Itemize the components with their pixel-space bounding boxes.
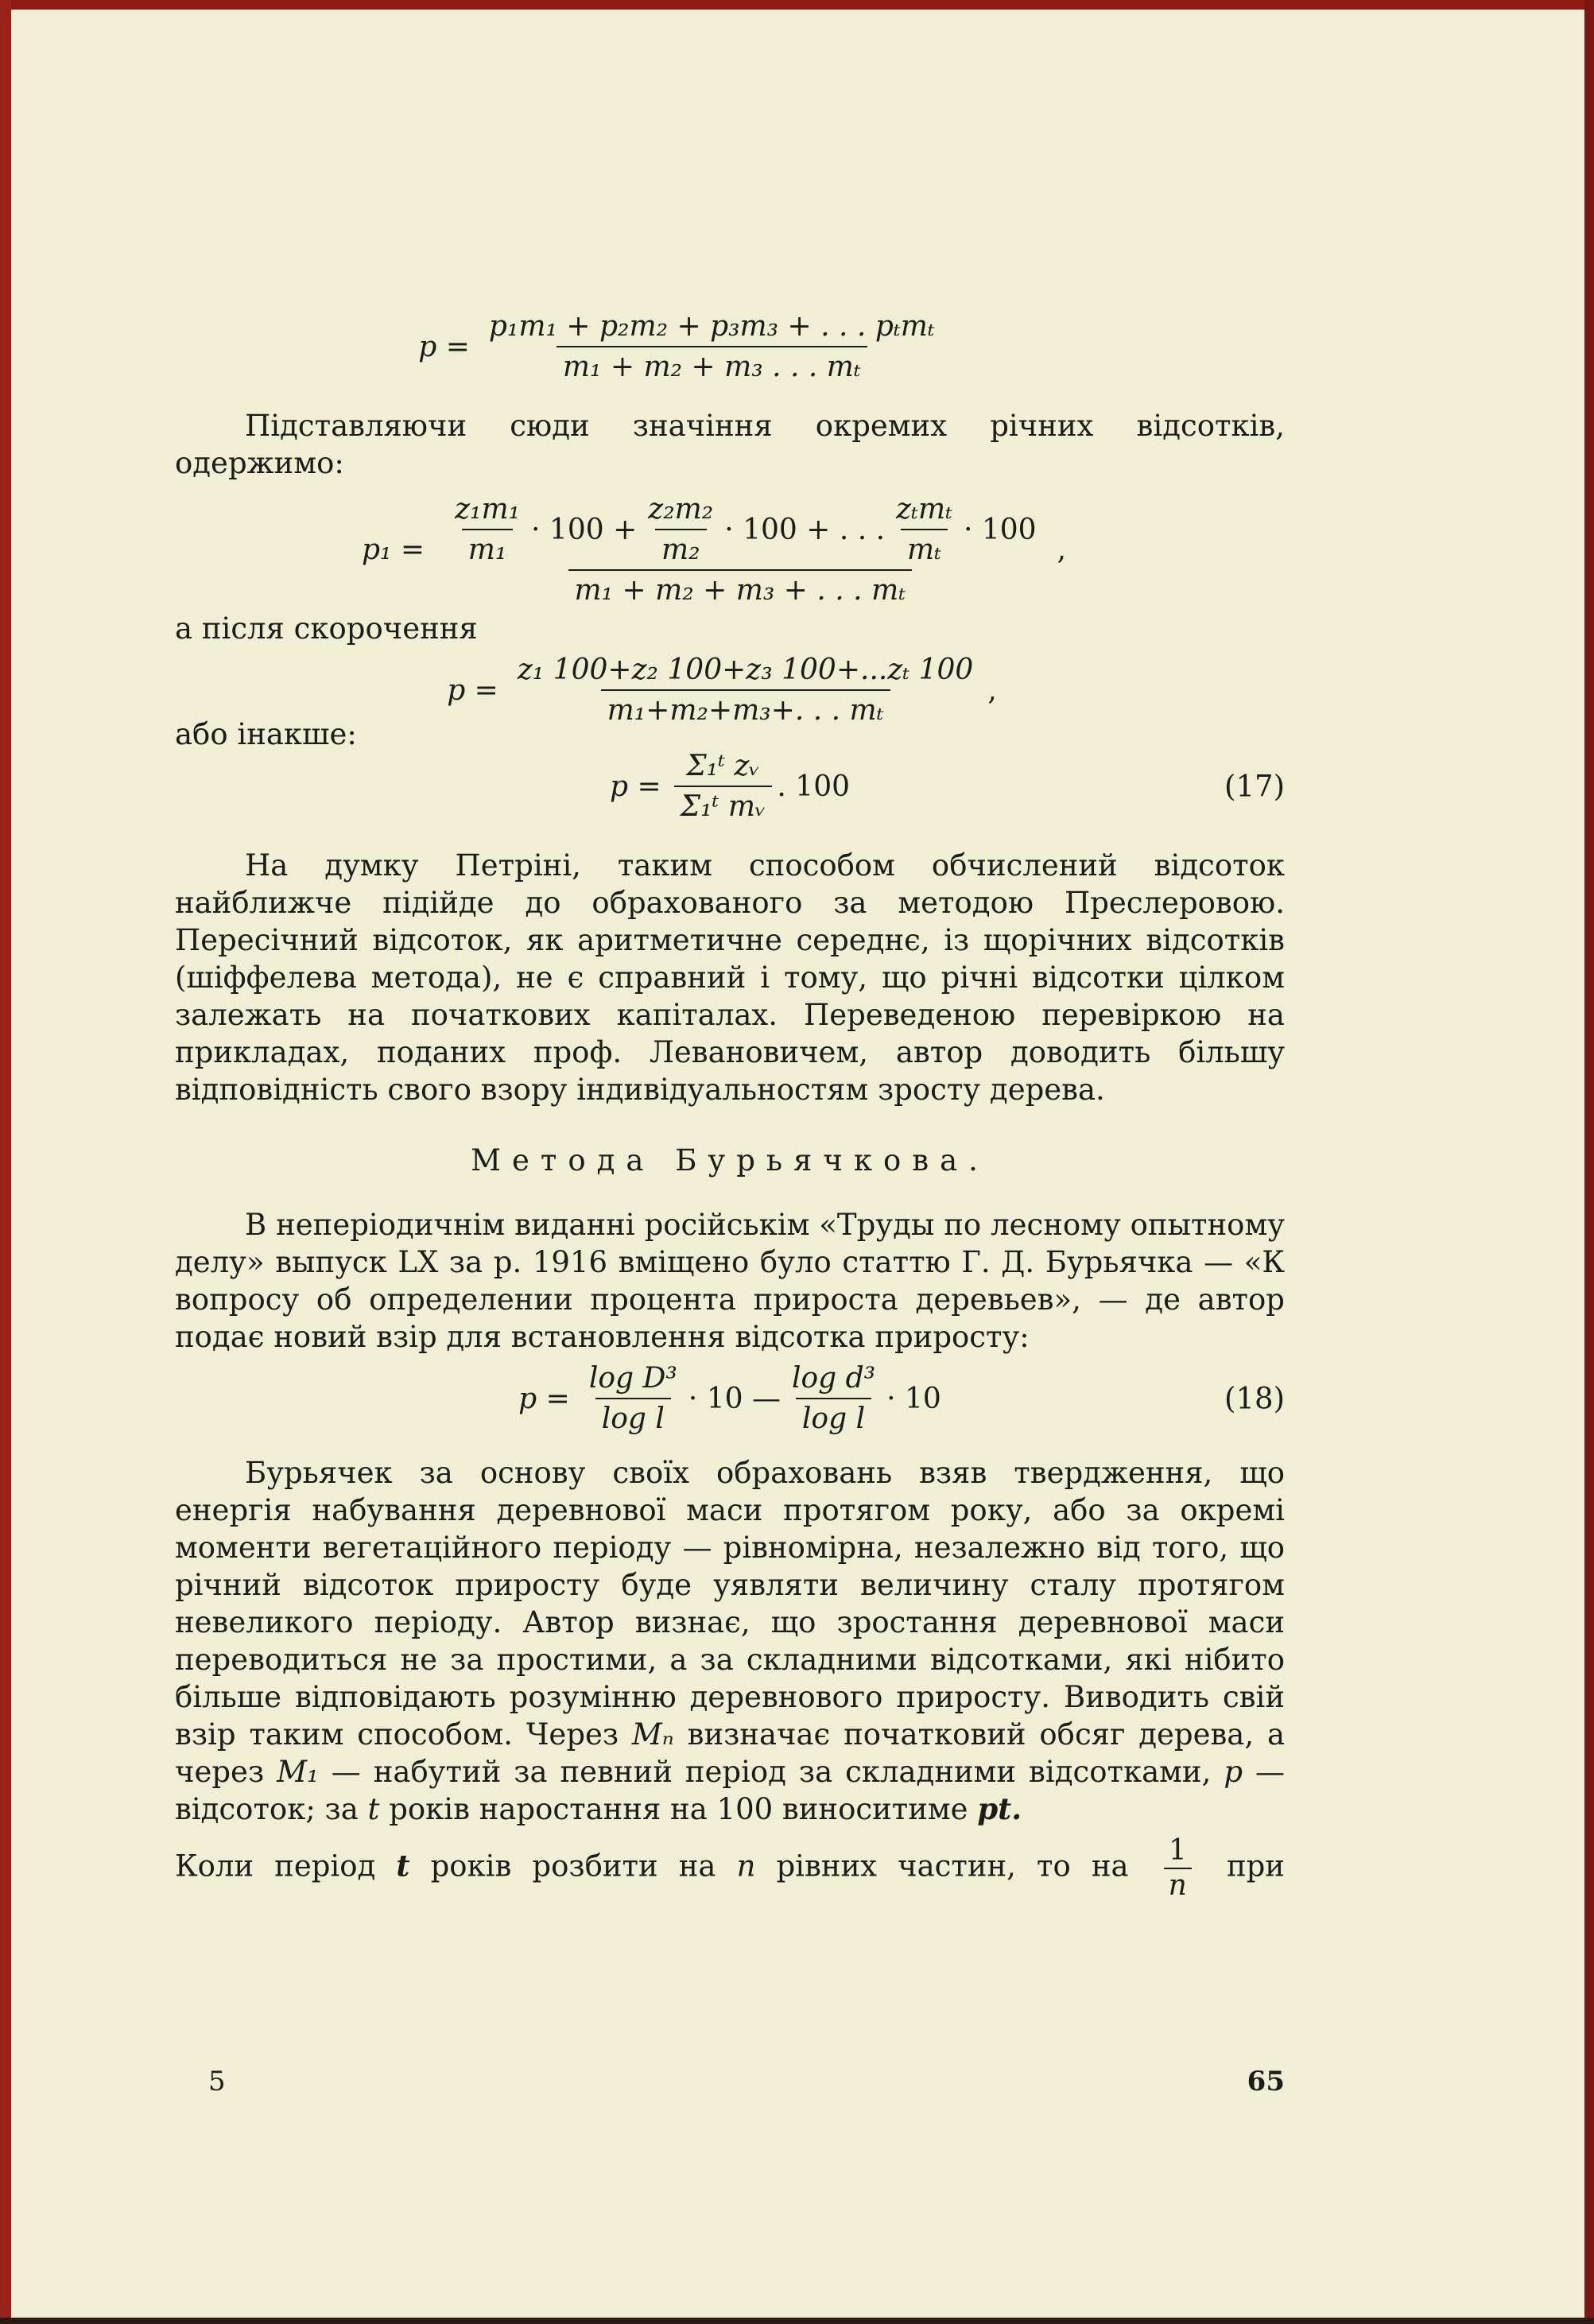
formula-18 <box>175 1362 1285 1435</box>
symbol-p: p <box>1224 1755 1243 1789</box>
formula-3-denominator: m₁+m₂+m₃+. . . mₜ <box>601 689 890 727</box>
p7-part-c: рівних частин, то на <box>776 1849 1129 1884</box>
p7-part-b: років розбити на <box>430 1849 716 1884</box>
fraction-one-over-n <box>1164 1834 1192 1903</box>
equation-number-17: (17) <box>1224 769 1285 804</box>
formula-18-numerator-1: log D³ <box>588 1362 677 1395</box>
formula-17 <box>175 750 1285 823</box>
formula-1-numerator: p₁m₁ + p₂m₂ + p₃m₃ + . . . pₜmₜ <box>488 310 935 343</box>
formula-17-fraction <box>674 750 773 823</box>
formula-17-numerator: Σ₁ᵗ zᵥ <box>686 750 760 782</box>
formula-2 <box>143 493 1285 607</box>
paragraph-buryachkov-article: В неперіодичнім виданні російськім «Труды по лесному опытному делу» выпуск LX за р. 1916 вміщено було статтю Г. Д. Бурьячка — «К вопросу об определении процента прироста деревьев», — де автор подає новий взір для встановлення відсотка приросту: <box>175 1208 1285 1354</box>
page-edge-top <box>0 0 1594 10</box>
formula-3-tail: , <box>987 673 997 707</box>
formula-2-term-3-den: mₜ <box>901 529 948 566</box>
symbol-M1: M₁ <box>277 1755 319 1789</box>
formula-17-suffix: . 100 <box>777 770 851 803</box>
page-edge-right <box>1584 0 1594 2324</box>
formula-2-denominator: m₁ + m₂ + m₃ + . . . mₜ <box>568 569 913 607</box>
paragraph-otherwise: або інакше: <box>175 717 357 751</box>
formula-3-numerator: z₁ 100+z₂ 100+z₃ 100+...zₜ 100 <box>517 654 974 686</box>
p6-part-a: Бурьячек за основу своїх обраховань взяв твердження, що енергія набування деревнової маси протягом року, або за окремі моменти вегетаційного періоду — рівномірна, незалежно від того, що річний відсоток приросту буде уявляти величину сталу протягом невеликого періоду. Автор визнає, що зростання деревнової маси переводиться не за простими, а за складними відсотками, які нібито більше відповідають розумінню деревнового приросту. Виводить свій взір таким способом. Через <box>175 1456 1285 1752</box>
formula-2-fraction <box>437 493 1043 607</box>
formula-2-term-1 <box>448 493 526 566</box>
formula-3-fraction <box>511 654 980 727</box>
formula-2-term-2-suffix: · 100 + . . . <box>724 513 886 546</box>
formula-2-term-2 <box>642 493 719 566</box>
formula-1-fraction <box>483 310 941 383</box>
formula-2-tail: , <box>1057 533 1067 566</box>
formula-18-suffix: · 10 <box>886 1382 941 1415</box>
page-number: 65 <box>1247 2066 1285 2097</box>
p7-part-d: при <box>1226 1849 1285 1884</box>
symbol-pt: pt. <box>977 1791 1022 1826</box>
paragraph-period-split <box>175 1834 1285 1903</box>
formula-2-term-3-num: zₜmₜ <box>896 493 952 526</box>
formula-2-term-2-num: z₂m₂ <box>648 493 714 526</box>
formula-2-lhs: p₁ = <box>361 533 425 566</box>
formula-2-term-3-suffix: · 100 <box>963 513 1037 546</box>
signature-mark: 5 <box>208 2066 226 2097</box>
symbol-Mn: Mₙ <box>631 1717 674 1752</box>
formula-18-fraction-2 <box>785 1362 882 1435</box>
symbol-n: n <box>736 1849 756 1884</box>
symbol-t: t <box>367 1792 380 1826</box>
p6-part-c: — набутий за певний період за складними відсотками, <box>331 1755 1212 1789</box>
formula-18-mid: · 10 — <box>688 1382 781 1415</box>
formula-2-numerator <box>437 493 1043 569</box>
page-edge-left <box>0 0 11 2324</box>
formula-2-term-3 <box>890 493 959 566</box>
formula-17-denominator: Σ₁ᵗ mᵥ <box>674 786 773 823</box>
formula-2-term-1-den: m₁ <box>462 529 514 566</box>
formula-1-lhs: p = <box>418 330 470 363</box>
paragraph-buryachek-derivation <box>175 1454 1285 1828</box>
formula-1-denominator: m₁ + m₂ + m₃ . . . mₜ <box>557 346 867 383</box>
fraction-denominator: n <box>1164 1868 1192 1903</box>
page-body <box>175 310 1285 1903</box>
formula-3-lhs: p = <box>447 673 498 707</box>
page-edge-bottom <box>0 2318 1594 2324</box>
formula-18-denominator-1: log l <box>595 1398 671 1435</box>
p7-part-a: Коли період <box>175 1849 376 1884</box>
fraction-numerator: 1 <box>1168 1834 1187 1867</box>
formula-2-term-2-den: m₂ <box>655 529 707 566</box>
formula-17-lhs: p = <box>609 770 661 803</box>
section-heading: Метода Бурьячкова. <box>471 1143 989 1178</box>
formula-2-term-1-suffix: · 100 + <box>531 513 638 546</box>
page-footer <box>208 2066 1285 2097</box>
p6-part-d: — відсоток; за <box>175 1755 1285 1826</box>
p6-part-e: років наростання на 100 виноситиме <box>389 1792 968 1826</box>
formula-18-fraction-1 <box>583 1362 684 1435</box>
formula-1 <box>80 310 1285 383</box>
formula-18-lhs: p = <box>518 1382 570 1415</box>
paragraph-petrini: На думку Петріні, таким способом обчислений відсоток найближче підійде до обрахованого за методою Преслеровою. Пересічний відсоток, як аритметичне середнє, із щорічних відсотків (шіффелева метода), не є справний і тому, що річні відсотки цілком залежать на початкових капіталах. Переведеною перевіркою на прикладах, поданих проф. Левановичем, автор доводить більшу відповідність свого взору індивідуальностям зросту дерева. <box>175 848 1285 1107</box>
symbol-t-2: t <box>396 1848 410 1884</box>
formula-3 <box>159 654 1285 727</box>
paragraph-substitution: Підставляючи сюди значіння окремих річних відсотків, одержимо: <box>175 409 1285 480</box>
formula-18-numerator-2: log d³ <box>791 1362 876 1395</box>
formula-2-term-1-num: z₁m₁ <box>455 493 521 526</box>
p6-part-b: визначає початковий обсяг дерева, а через <box>175 1717 1285 1789</box>
formula-18-denominator-2: log l <box>796 1398 871 1435</box>
equation-number-18: (18) <box>1224 1381 1285 1416</box>
paragraph-after-reduction: а після скорочення <box>175 611 478 646</box>
